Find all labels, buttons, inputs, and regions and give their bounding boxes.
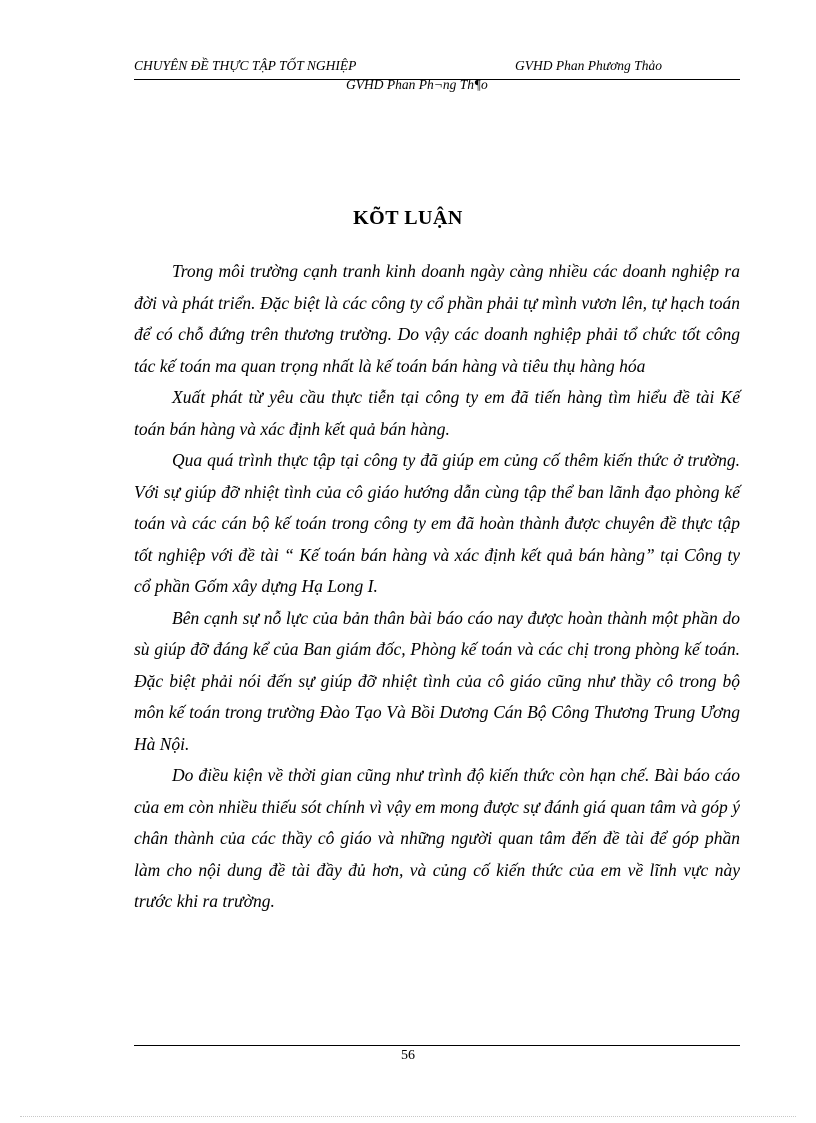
paragraph: Bên cạnh sự nỗ lực của bản thân bài báo cáo nay được hoàn thành một phần do sù giúp đỡ đáng kể của Ban giám đốc, Phòng kế toán và các chị trong phòng kế toán. Đặc biệt phải nói đến sự giúp đỡ nhiệt tình của cô giáo cũng như thầy cô trong bộ môn kế toán trong trường Đào Tạo Và Bồi Dương Cán Bộ Công Thương Trung Ương Hà Nội. (134, 607, 740, 754)
page-title: KÕT LUẬN (353, 207, 463, 229)
page-bottom-border (20, 1116, 796, 1117)
footer-rule (134, 1045, 740, 1046)
paragraph: Do điều kiện về thời gian cũng như trình độ kiến thức còn hạn chế. Bài báo cáo của em còn nhiều thiếu sót chính vì vậy em mong được sự đánh giá quan tâm và góp ý chân thành của các thầy cô giáo và những người quan tâm đến đề tài để góp phần làm cho nội dung đề tài đầy đủ hơn, và củng cố kiến thức của em về lĩnh vực này trước khi ra trường. (134, 765, 740, 911)
paragraph: Trong môi trường cạnh tranh kinh doanh ngày càng nhiều các doanh nghiệp ra đời và phát triển. Đặc biệt là các công ty cổ phần phải tự mình vươn lên, tự hạch toán để có chỗ đứng trên thương trường. Do vậy các doanh nghiệp phải tổ chức tốt công tác kế toán ma quan trọng nhất là kế toán bán hàng và tiêu thụ hàng hóa (134, 261, 740, 376)
header-supervisor-garbled: GVHD Phan Ph¬ng Th¶o (346, 77, 488, 92)
header-title: CHUYÊN ĐỀ THỰC TẬP TỐT NGHIỆP (134, 58, 357, 73)
header-supervisor: GVHD Phan Phương Thảo (515, 58, 662, 73)
body-text (134, 256, 740, 918)
page-number: 56 (401, 1048, 415, 1063)
paragraph: Qua quá trình thực tập tại công ty đã giúp em củng cố thêm kiến thức ở trường. Với sự giúp đỡ nhiệt tình của cô giáo hướng dẫn cùng tập thể ban lãnh đạo phòng kế toán và các cán bộ kế toán trong công ty em đã hoàn thành được chuyên đề thực tập tốt nghiệp với đề tài “ Kế toán bán hàng và xác định kết quả bán hàng” tại Công ty cổ phần Gốm xây dựng Hạ Long I. (134, 450, 740, 596)
paragraph: Xuất phát từ yêu cầu thực tiễn tại công ty em đã tiến hàng tìm hiểu đề tài Kế toán bán hàng và xác định kết quả bán hàng. (134, 387, 740, 439)
